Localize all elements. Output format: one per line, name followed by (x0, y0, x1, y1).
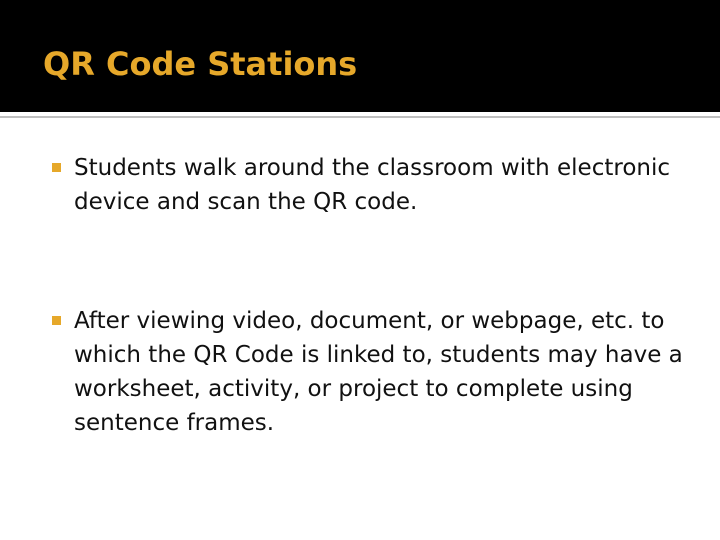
bullet-text: Students walk around the classroom with electronic device and scan the QR code. (74, 155, 671, 215)
slide-title: QR Code Stations (43, 45, 358, 83)
square-bullet-icon (52, 316, 61, 325)
square-bullet-icon (52, 163, 61, 172)
bullet-text: After viewing video, document, or webpage, etc. to which the QR Code is linked to, students may have a worksheet, activity, or project to complete using sentence frames. (74, 308, 683, 436)
